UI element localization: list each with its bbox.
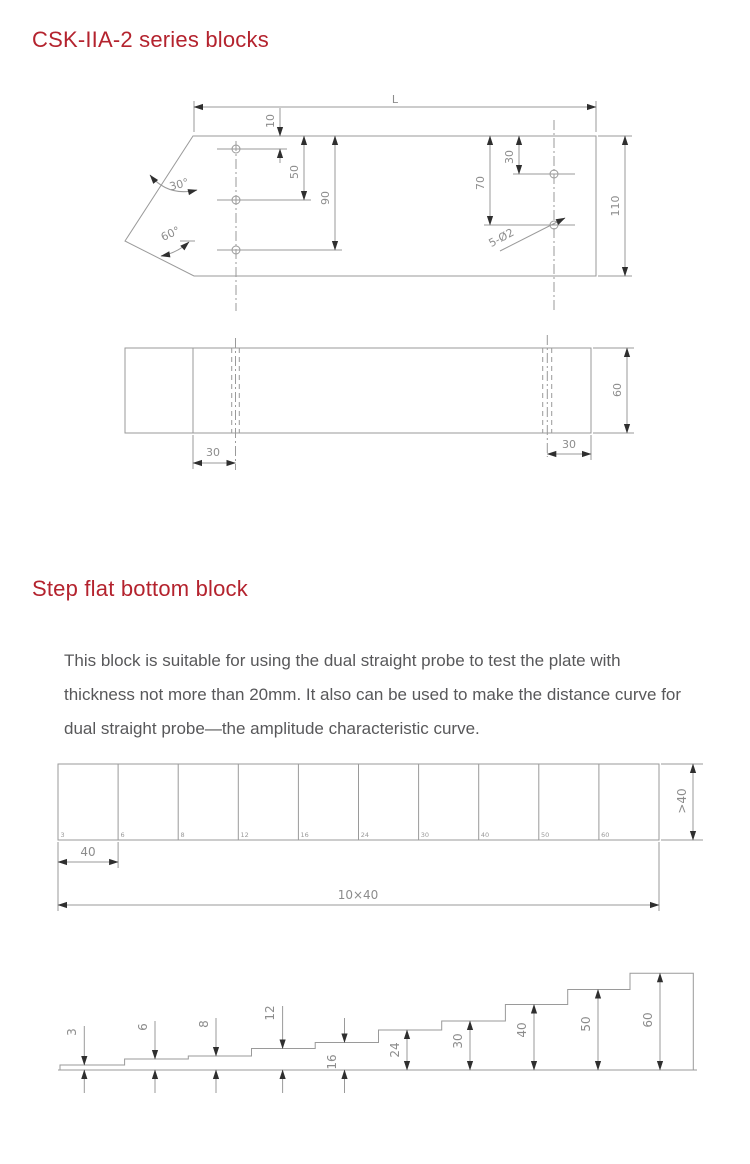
step-height-label: 6 xyxy=(136,1023,150,1031)
dim-30-plan-right xyxy=(547,435,591,460)
step-height-label: 3 xyxy=(65,1028,79,1036)
dim-label-110: 110 xyxy=(609,195,622,217)
csk-plan-view xyxy=(125,335,634,470)
dim-50 xyxy=(288,136,304,200)
right-hole-column xyxy=(484,120,575,311)
step-height-label: 8 xyxy=(197,1020,211,1028)
dim-step-40 xyxy=(515,1005,534,1071)
dim-total-10x40 xyxy=(58,842,659,911)
angle-label-30: 30° xyxy=(167,175,191,194)
left-hole-column xyxy=(217,141,342,311)
step-height-label: 60 xyxy=(641,1012,655,1028)
segment-label: 24 xyxy=(360,831,369,839)
step-height-label: 12 xyxy=(263,1005,277,1021)
csk-front-view xyxy=(125,93,632,311)
segment-label: 8 xyxy=(180,831,185,839)
step-block-profile-view xyxy=(58,973,697,1093)
step-height-label: 24 xyxy=(388,1042,402,1058)
dim-first-step-40 xyxy=(58,842,118,911)
dim-label-30: 30 xyxy=(503,150,516,164)
step-dividers xyxy=(118,764,599,840)
segment-label: 30 xyxy=(420,831,430,839)
dim-step-3 xyxy=(65,1026,84,1093)
block-outline xyxy=(125,136,596,276)
holes-callout xyxy=(487,218,565,251)
segment-label: 16 xyxy=(300,831,309,839)
angle-60 xyxy=(159,224,195,256)
dim-length-L xyxy=(194,93,596,132)
dim-step-30 xyxy=(451,1021,470,1070)
dim-label-10: 10 xyxy=(264,114,277,128)
dim-label-50: 50 xyxy=(288,165,301,179)
dim-label-10x40: 10×40 xyxy=(337,888,379,902)
plan-outline xyxy=(125,348,591,433)
step-block-top-view xyxy=(58,764,703,911)
dim-label-30-left: 30 xyxy=(206,446,220,459)
dim-90 xyxy=(319,136,335,250)
dim-label-30-right: 30 xyxy=(562,438,576,451)
segment-label: 40 xyxy=(480,831,490,839)
dim-step-24 xyxy=(388,1030,407,1070)
dim-width-gt40 xyxy=(661,764,703,840)
step-height-label: 50 xyxy=(579,1016,593,1032)
segment-label: 60 xyxy=(601,831,610,839)
dim-label-gt40: >40 xyxy=(675,788,689,814)
step-height-label: 40 xyxy=(515,1022,529,1038)
segment-label: 3 xyxy=(60,831,65,839)
step-height-label: 30 xyxy=(451,1033,465,1049)
step-block-description: This block is suitable for using the dual straight probe to test the plate with thickness not more than 20mm. It also can be used to make the distance curve for dual straight probe—the amplitude characteristic curve. xyxy=(64,651,682,738)
dim-step-16 xyxy=(325,1018,345,1093)
dim-70 xyxy=(474,136,490,225)
holes-callout-label: 5-Ø2 xyxy=(486,225,517,250)
step-height-label: 16 xyxy=(325,1054,339,1070)
segment-label: 6 xyxy=(120,831,125,839)
dim-step-6 xyxy=(136,1021,155,1093)
dim-label-40: 40 xyxy=(80,845,96,859)
dim-label-90: 90 xyxy=(319,191,332,205)
dim-label-L: L xyxy=(391,93,399,106)
dim-label-60: 60 xyxy=(611,383,624,397)
dim-step-12 xyxy=(263,1005,283,1093)
dim-step-50 xyxy=(579,990,598,1071)
dim-30-right xyxy=(503,136,519,174)
dim-30-plan-left xyxy=(193,435,236,469)
section2-heading: Step flat bottom block xyxy=(32,576,248,601)
step-segment-labels xyxy=(61,831,610,839)
dim-label-70: 70 xyxy=(474,176,487,190)
dim-step-60 xyxy=(641,973,660,1070)
section1-heading: CSK-IIA-2 series blocks xyxy=(32,27,269,52)
dim-110 xyxy=(598,136,632,276)
angle-label-60: 60° xyxy=(158,223,183,244)
dim-60-plan xyxy=(593,348,634,433)
segment-label: 12 xyxy=(240,831,249,839)
segment-label: 50 xyxy=(541,831,550,839)
